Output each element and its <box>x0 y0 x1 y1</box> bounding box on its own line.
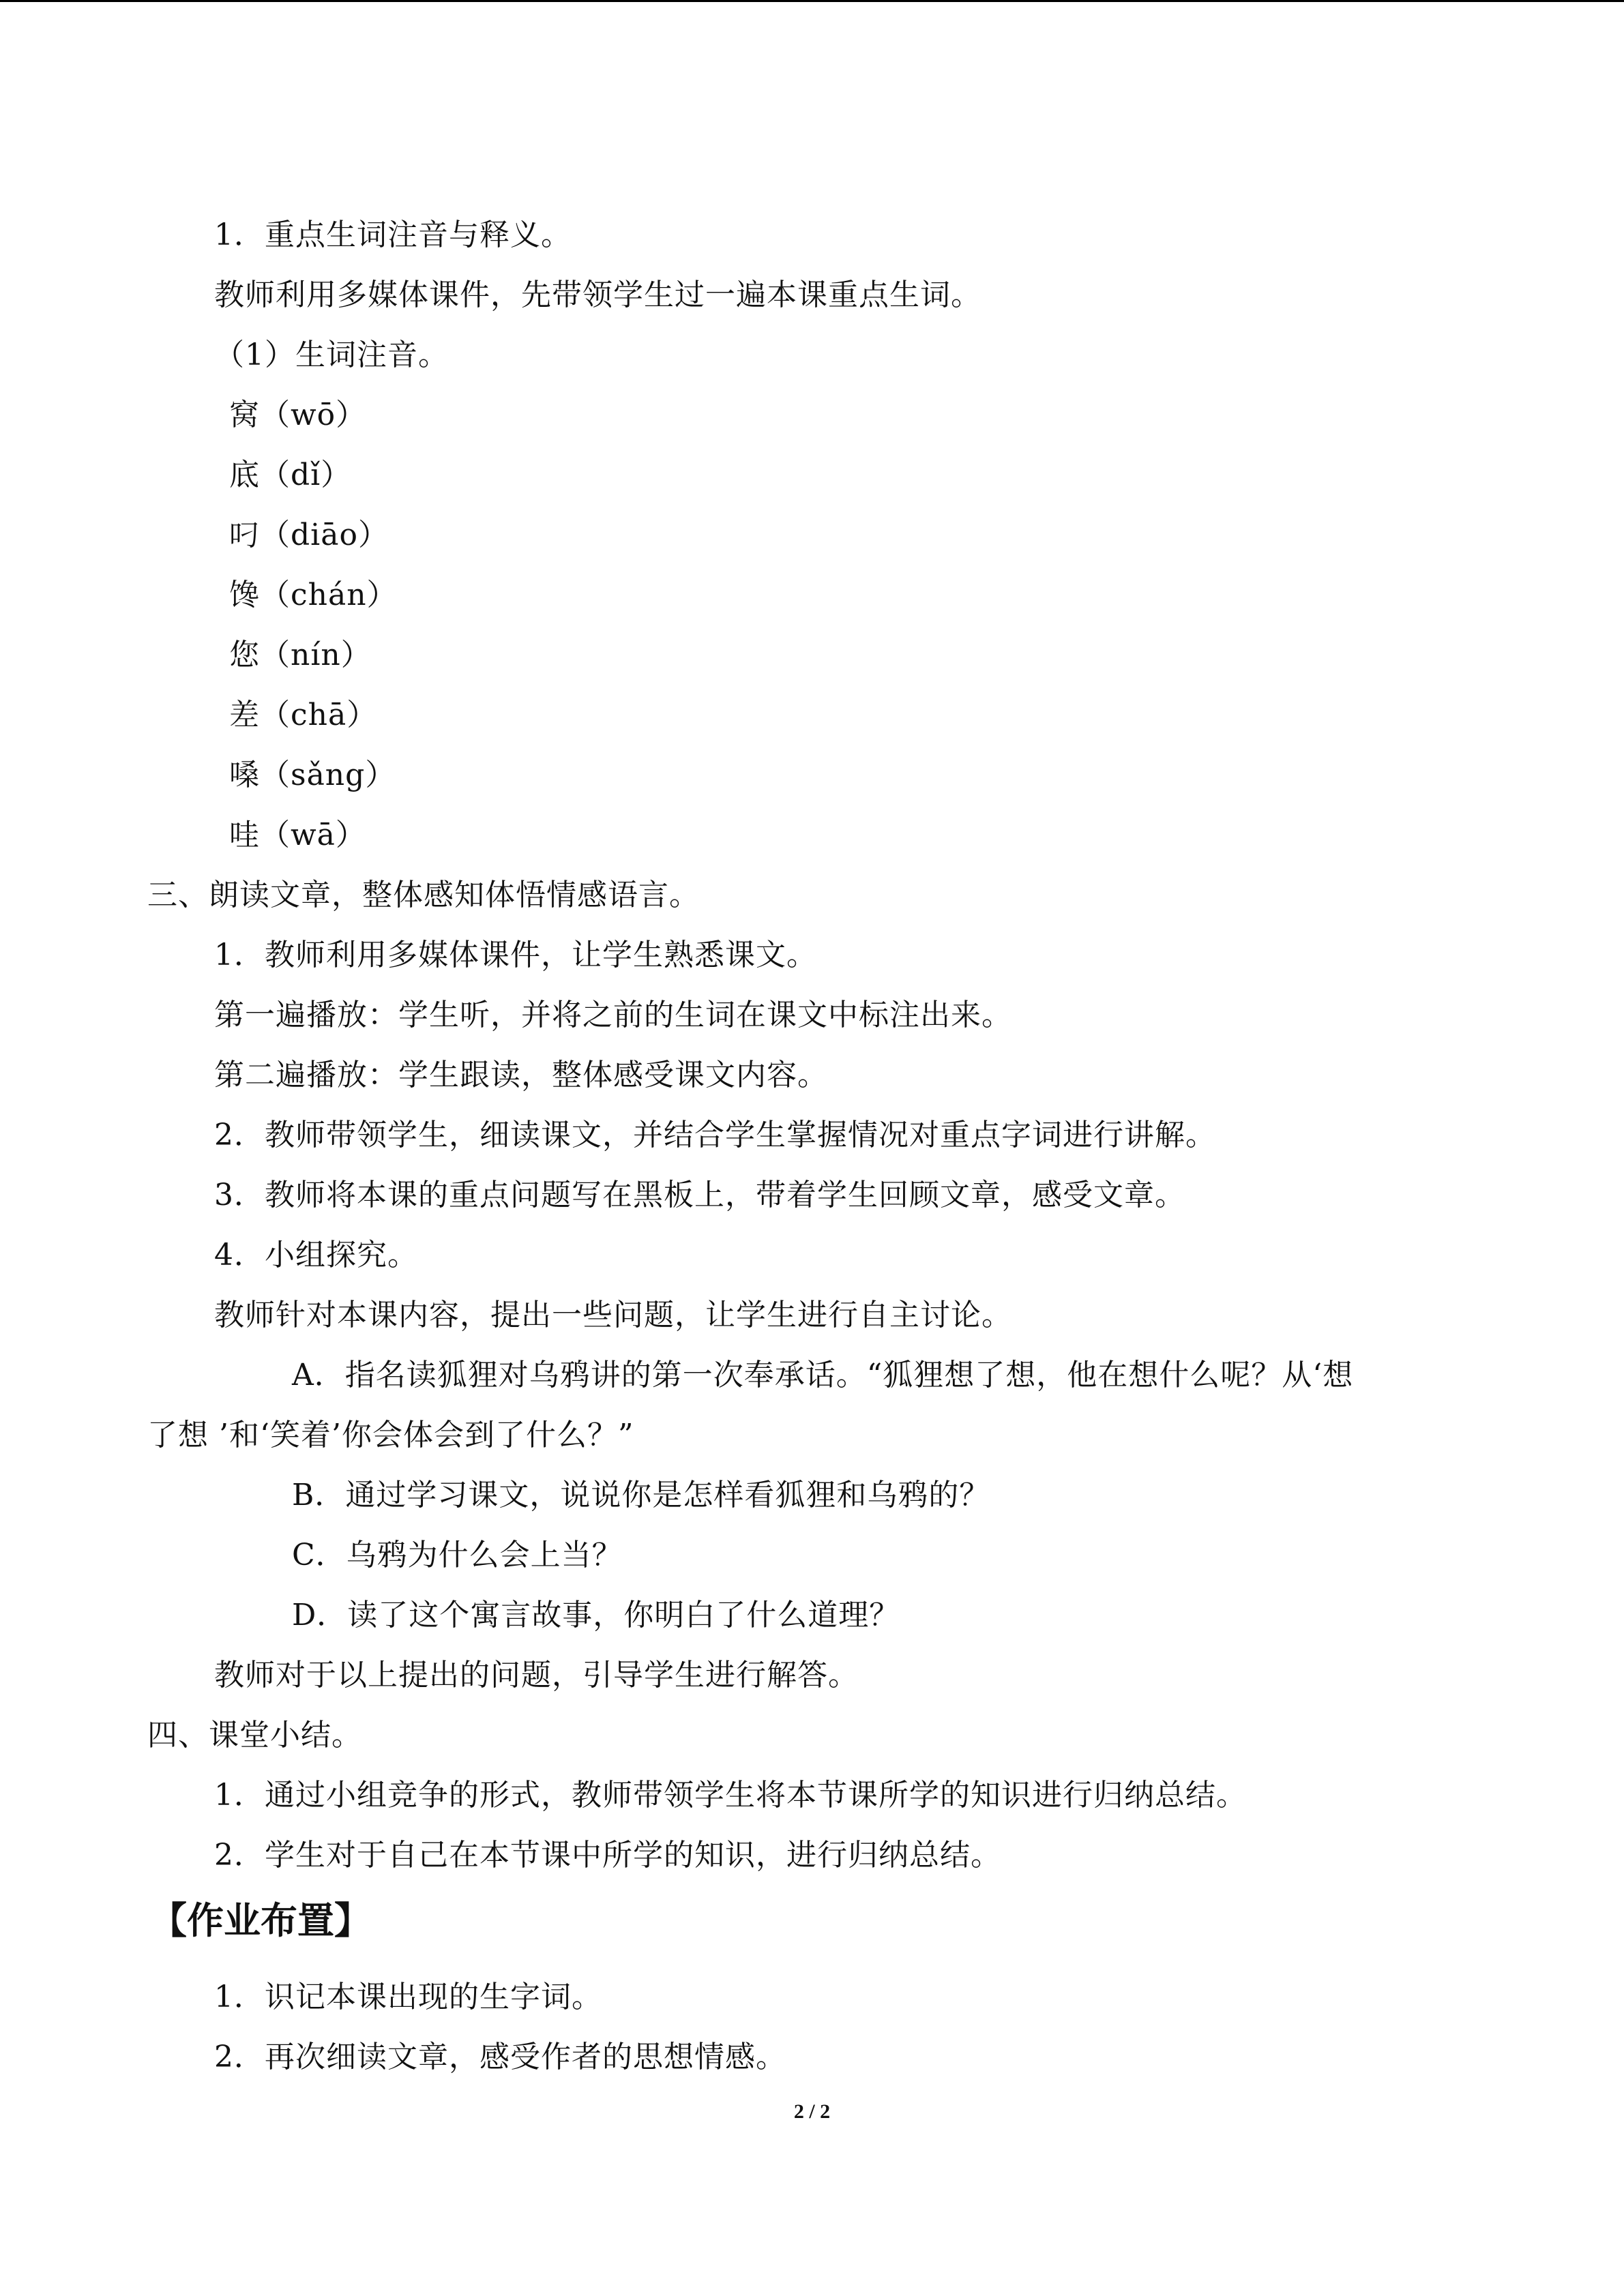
vocab-entry: 哇（wā） <box>229 818 366 852</box>
page-number: 2 / 2 <box>793 2100 831 2123</box>
vocab-entry: 您（nín） <box>229 638 372 672</box>
paragraph: 教师利用多媒体课件，先带领学生过一遍本课重点生词。 <box>214 278 981 312</box>
paragraph: 第二遍播放：学生跟读，整体感受课文内容。 <box>214 1058 828 1092</box>
question-item: D．读了这个寓言故事，你明白了什么道理？ <box>292 1598 900 1632</box>
vocab-entry: 窝（wō） <box>229 398 367 432</box>
numbered-item: 1．重点生词注音与释义。 <box>214 218 572 252</box>
question-continuation: 了想 ’和‘笑着’你会体会到了什么？” <box>147 1418 634 1452</box>
paragraph: 第一遍播放：学生听，并将之前的生词在课文中标注出来。 <box>214 998 1012 1032</box>
paragraph: 教师针对本课内容，提出一些问题，让学生进行自主讨论。 <box>214 1298 1012 1332</box>
vocab-entry: 叼（diāo） <box>229 518 389 552</box>
numbered-item: 1．识记本课出现的生字词。 <box>214 1980 602 2014</box>
vocab-entry: 差（chā） <box>229 698 378 732</box>
numbered-item: 3．教师将本课的重点问题写在黑板上，带着学生回顾文章，感受文章。 <box>214 1178 1185 1212</box>
numbered-item: 1．教师利用多媒体课件，让学生熟悉课文。 <box>214 938 817 972</box>
vocab-entry: 底（dǐ） <box>229 458 352 492</box>
vocab-entry: 嗓（sǎng） <box>229 758 396 792</box>
sub-heading: （1）生词注音。 <box>214 338 449 372</box>
section-heading: 四、课堂小结。 <box>147 1718 362 1753</box>
question-item: C．乌鸦为什么会上当？ <box>292 1538 623 1572</box>
homework-heading: 【作业布置】 <box>150 1899 371 1942</box>
question-item: B．通过学习课文，说说你是怎样看狐狸和乌鸦的？ <box>292 1478 990 1512</box>
numbered-item: 1．通过小组竞争的形式，教师带领学生将本节课所学的知识进行归纳总结。 <box>214 1778 1247 1813</box>
numbered-item: 2．学生对于自己在本节课中所学的知识，进行归纳总结。 <box>214 1838 1001 1873</box>
numbered-item: 4．小组探究。 <box>214 1238 418 1272</box>
numbered-item: 2．教师带领学生，细读课文，并结合学生掌握情况对重点字词进行讲解。 <box>214 1118 1216 1152</box>
section-heading: 三、朗读文章，整体感知体悟情感语言。 <box>147 878 700 912</box>
top-border-rule <box>0 0 1624 2</box>
vocab-entry: 馋（chán） <box>229 578 398 612</box>
paragraph: 教师对于以上提出的问题，引导学生进行解答。 <box>214 1658 859 1693</box>
question-item: A．指名读狐狸对乌鸦讲的第一次奉承话。“狐狸想了想，他在想什么呢？从‘想 <box>292 1358 1354 1392</box>
numbered-item: 2．再次细读文章，感受作者的思想情感。 <box>214 2040 786 2074</box>
